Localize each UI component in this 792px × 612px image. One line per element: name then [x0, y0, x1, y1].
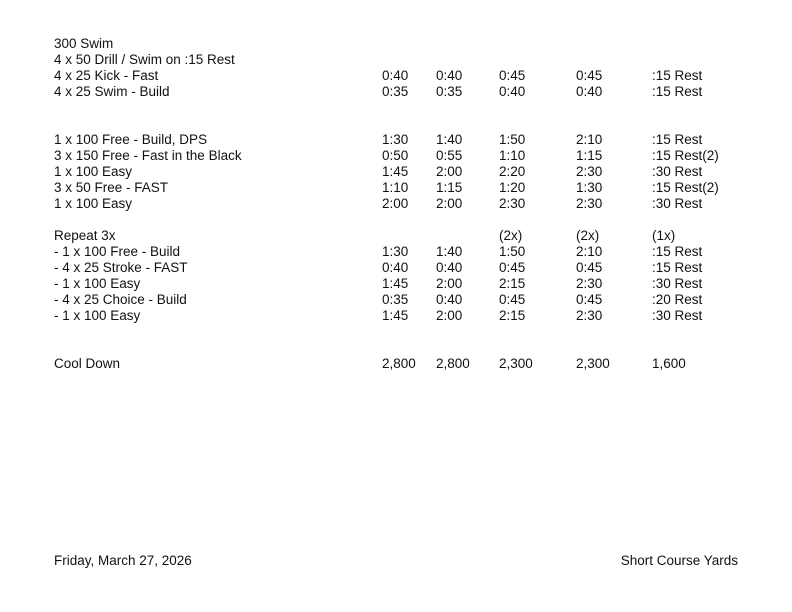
- interval-col-2: 0:55: [436, 148, 463, 163]
- main-row-4: [0, 180, 792, 196]
- interval-col-2: 0:40: [436, 292, 463, 307]
- row-label: - 1 x 100 Easy: [54, 308, 141, 323]
- interval-col-2: 0:40: [436, 68, 463, 83]
- interval-col-3: 0:45: [499, 260, 526, 275]
- interval-col-1: 0:50: [382, 148, 409, 163]
- row-label: 4 x 25 Kick - Fast: [54, 68, 159, 83]
- total-col-1: 2,800: [382, 356, 416, 371]
- interval-col-3: 2:15: [499, 308, 526, 323]
- total-col-3: 2,300: [499, 356, 533, 371]
- interval-col-1: 2:00: [382, 196, 409, 211]
- warmup-line-1: [0, 36, 792, 52]
- interval-col-1: 1:10: [382, 180, 409, 195]
- interval-col-3: 1:10: [499, 148, 526, 163]
- interval-col-1: 1:45: [382, 164, 409, 179]
- cooldown-row: [0, 356, 792, 372]
- interval-col-4: 2:30: [576, 164, 603, 179]
- interval-col-4: 0:40: [576, 84, 603, 99]
- row-label: - 1 x 100 Easy: [54, 276, 141, 291]
- row-label: 4 x 25 Swim - Build: [54, 84, 170, 99]
- interval-col-4: 1:30: [576, 180, 603, 195]
- rest-col: :15 Rest: [652, 244, 703, 259]
- total-col-4: 2,300: [576, 356, 610, 371]
- total-col-2: 2,800: [436, 356, 470, 371]
- warmup-row-2: [0, 84, 792, 100]
- main-row-3: [0, 164, 792, 180]
- interval-col-3: 0:45: [499, 292, 526, 307]
- interval-col-3: 0:45: [499, 68, 526, 83]
- repeat-count-col-4: (2x): [576, 228, 600, 243]
- interval-col-4: 2:10: [576, 244, 603, 259]
- row-label: 3 x 150 Free - Fast in the Black: [54, 148, 242, 163]
- row-label: 1 x 100 Easy: [54, 196, 133, 211]
- footer-course: Short Course Yards: [620, 553, 738, 568]
- repeat-row-3: [0, 276, 792, 292]
- repeat-header: [0, 228, 792, 244]
- interval-col-3: 2:30: [499, 196, 526, 211]
- interval-col-4: 0:45: [576, 260, 603, 275]
- interval-col-4: 1:15: [576, 148, 603, 163]
- interval-col-1: 0:35: [382, 84, 409, 99]
- interval-col-4: 0:45: [576, 68, 603, 83]
- interval-col-4: 2:30: [576, 308, 603, 323]
- row-label: Repeat 3x: [54, 228, 116, 243]
- row-label: 1 x 100 Free - Build, DPS: [54, 132, 208, 147]
- row-label: - 4 x 25 Choice - Build: [54, 292, 187, 307]
- footer-date: Friday, March 27, 2026: [54, 553, 192, 568]
- interval-col-4: 0:45: [576, 292, 603, 307]
- interval-col-1: 1:30: [382, 244, 409, 259]
- row-label: 1 x 100 Easy: [54, 164, 133, 179]
- main-row-2: [0, 148, 792, 164]
- interval-col-2: 2:00: [436, 196, 463, 211]
- interval-col-1: 0:40: [382, 260, 409, 275]
- interval-col-1: 1:45: [382, 276, 409, 291]
- row-label: Cool Down: [54, 356, 121, 371]
- interval-col-4: 2:10: [576, 132, 603, 147]
- interval-col-1: 1:30: [382, 132, 409, 147]
- repeat-row-2: [0, 260, 792, 276]
- rest-col: :15 Rest: [652, 68, 703, 83]
- row-label: - 1 x 100 Free - Build: [54, 244, 181, 259]
- repeat-count-col-3: (2x): [499, 228, 523, 243]
- interval-col-3: 1:20: [499, 180, 526, 195]
- main-row-5: [0, 196, 792, 212]
- rest-col: :15 Rest: [652, 260, 703, 275]
- repeat-row-4: [0, 292, 792, 308]
- rest-col: :15 Rest(2): [652, 180, 719, 195]
- rest-col: :30 Rest: [652, 276, 703, 291]
- rest-col: :30 Rest: [652, 196, 703, 211]
- interval-col-2: 1:40: [436, 132, 463, 147]
- total-col-5: 1,600: [652, 356, 686, 371]
- interval-col-1: 0:35: [382, 292, 409, 307]
- interval-col-3: 1:50: [499, 132, 526, 147]
- interval-col-2: 1:40: [436, 244, 463, 259]
- interval-col-2: 0:35: [436, 84, 463, 99]
- main-row-1: [0, 132, 792, 148]
- interval-col-2: 2:00: [436, 276, 463, 291]
- row-label: 300 Swim: [54, 36, 114, 51]
- warmup-row-1: [0, 68, 792, 84]
- interval-col-3: 2:20: [499, 164, 526, 179]
- rest-col: :15 Rest(2): [652, 148, 719, 163]
- interval-col-1: 0:40: [382, 68, 409, 83]
- interval-col-3: 0:40: [499, 84, 526, 99]
- warmup-line-2: [0, 52, 792, 68]
- interval-col-4: 2:30: [576, 196, 603, 211]
- row-label: 3 x 50 Free - FAST: [54, 180, 169, 195]
- row-label: - 4 x 25 Stroke - FAST: [54, 260, 188, 275]
- interval-col-2: 0:40: [436, 260, 463, 275]
- repeat-row-5: [0, 308, 792, 324]
- interval-col-3: 1:50: [499, 244, 526, 259]
- interval-col-2: 2:00: [436, 164, 463, 179]
- interval-col-2: 1:15: [436, 180, 463, 195]
- rest-col: :30 Rest: [652, 308, 703, 323]
- rest-col: :30 Rest: [652, 164, 703, 179]
- repeat-row-1: [0, 244, 792, 260]
- rest-col: :15 Rest: [652, 132, 703, 147]
- interval-col-2: 2:00: [436, 308, 463, 323]
- rest-col: :15 Rest: [652, 84, 703, 99]
- row-label: 4 x 50 Drill / Swim on :15 Rest: [54, 52, 235, 67]
- interval-col-3: 2:15: [499, 276, 526, 291]
- interval-col-4: 2:30: [576, 276, 603, 291]
- repeat-count-col-5: (1x): [652, 228, 676, 243]
- rest-col: :20 Rest: [652, 292, 703, 307]
- interval-col-1: 1:45: [382, 308, 409, 323]
